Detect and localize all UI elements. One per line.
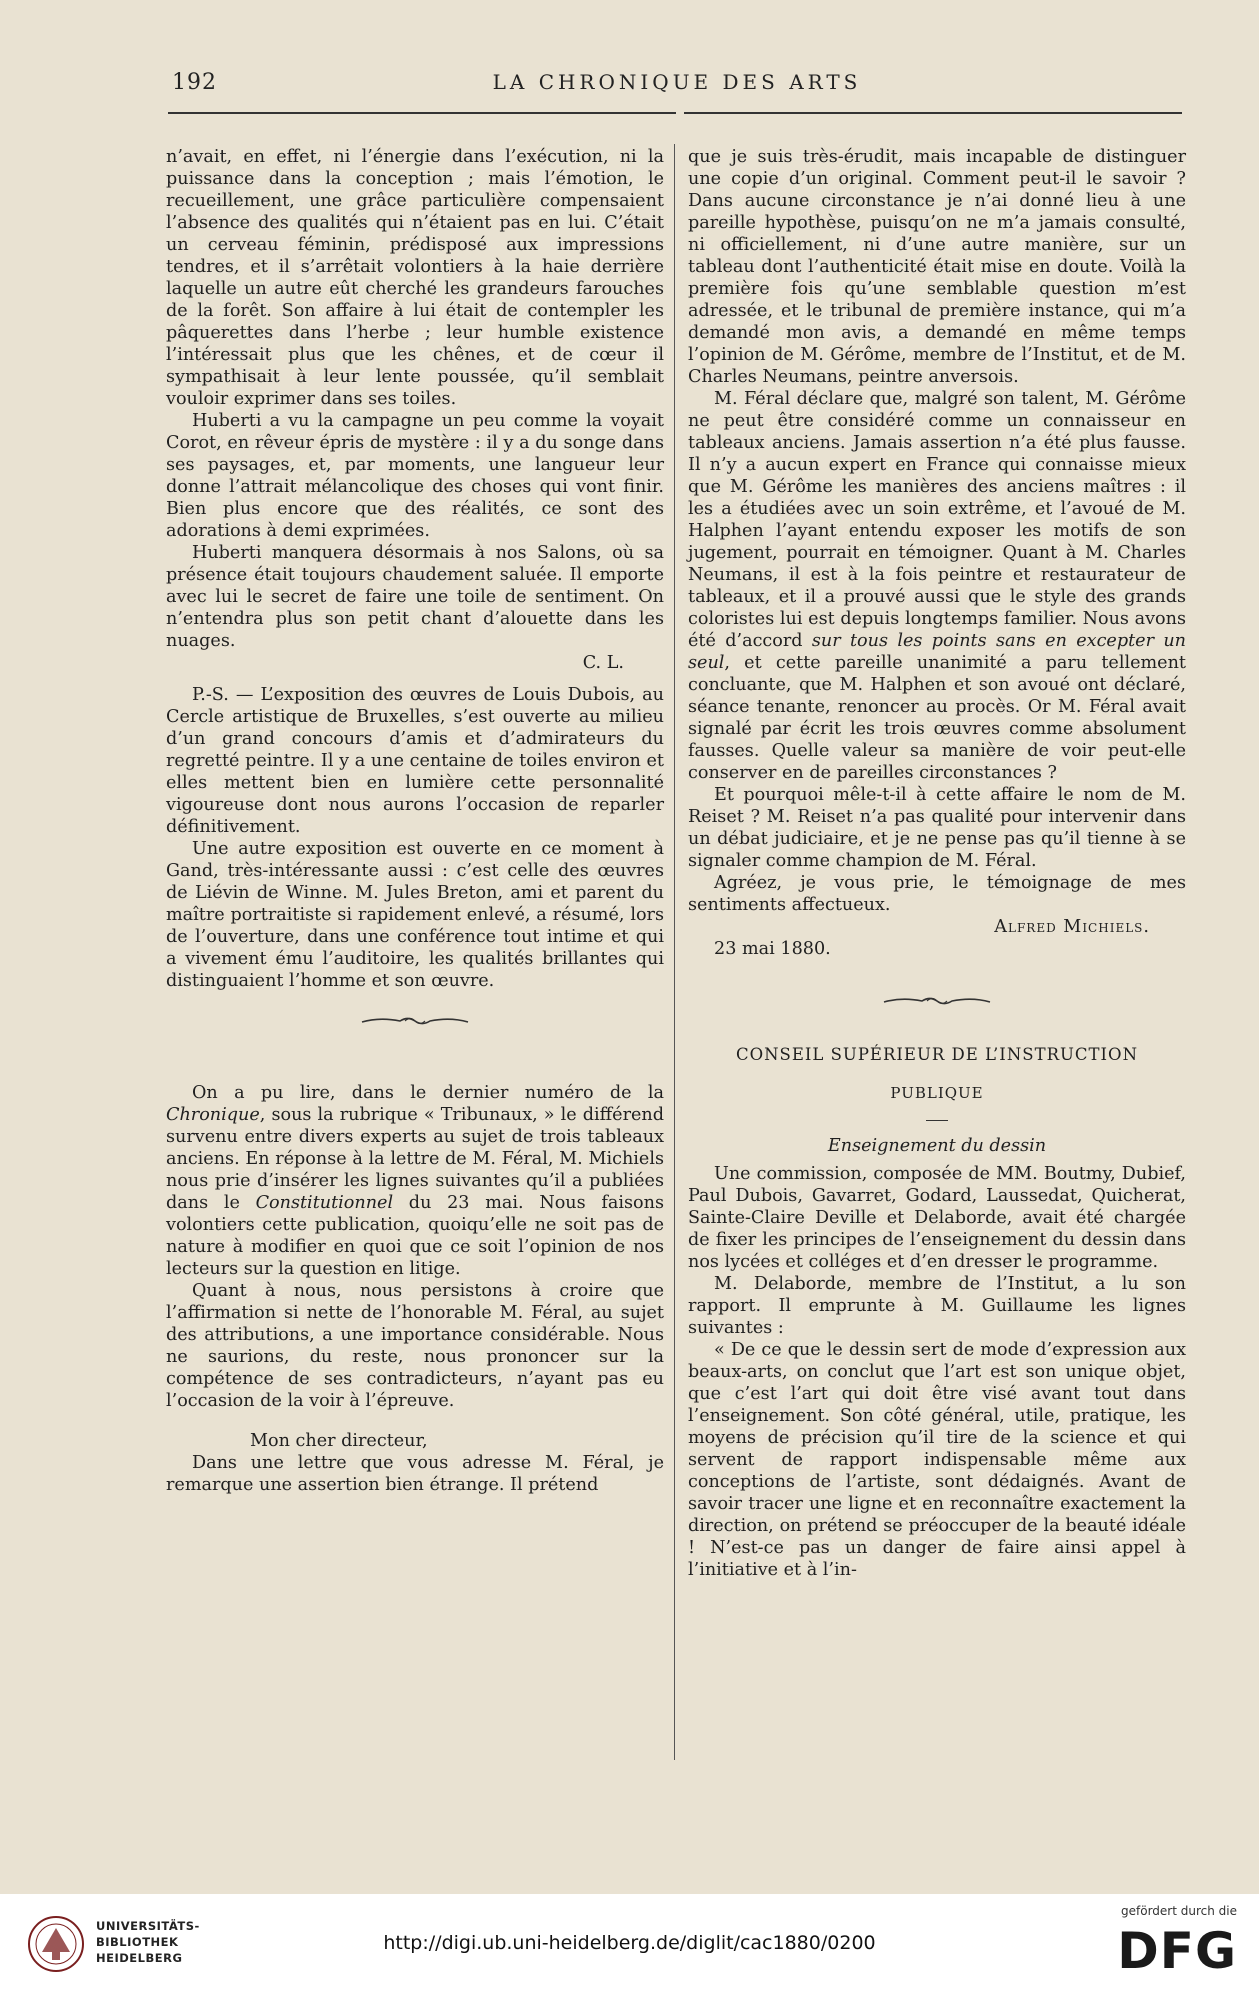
- paragraph: Huberti manquera désormais à nos Salons, où sa présence était toujours chaudement saluée. Il emporte avec lui le secret de faire une toile de sentiment. On n’entendra plus son petit chant d’alouette dans les nuages.: [166, 543, 664, 651]
- paragraph: Quant à nous, nous persistons à croire que l’affirmation si nette de l’honorable M. Féral, au sujet des attributions, a une importance considérable. Nous ne saurions, du reste, nous prononcer sur la compétence de ses contradicteurs, n’ayant pas eu l’occasion de la voir à l’épreuve.: [166, 1281, 664, 1411]
- spacer: [166, 1412, 664, 1430]
- ornament-icon: [166, 1014, 664, 1038]
- journal-title: Chronique: [166, 1105, 260, 1125]
- column-divider: [674, 144, 675, 1760]
- paragraph: P.-S. — L’exposition des œuvres de Louis Dubois, au Cercle artistique de Bruxelles, s’est ouverte au milieu d’un grand concours d’amis et d’admirateurs du regretté peintre. Il y a une centaine de toiles environ et elles mettent bien en lumière cette personnalité vigoureuse dont nous aurons l’occasion de reparler définitivement.: [166, 685, 664, 837]
- salutation: Mon cher directeur,: [250, 1431, 428, 1451]
- paragraph: Une commission, composée de MM. Boutmy, Dubief, Paul Dubois, Gavarret, Godard, Laussedat, Quicherat, Sainte-Claire Deville et Delaborde, avait été chargée de fixer les principes de l’enseignement du dessin dans nos lycées et colléges et d’en dresser le programme.: [688, 1164, 1186, 1272]
- running-header: [172, 70, 1182, 100]
- signature: C. L.: [582, 653, 624, 673]
- right-column: [688, 146, 1186, 1581]
- text-run: du 23 mai. Nous faisons volontiers cette publication, quoiqu’elle ne soit pas de nature à modifier en quoi que ce soit l’opinion de nos lecteurs sur la question en litige.: [166, 1193, 664, 1279]
- library-name-line: HEIDELBERG: [96, 1951, 183, 1965]
- text-run: , et cette pareille unanimité a paru tellement concluante, que M. Halphen et son avoué ont déclaré, séance tenante, renoncer au procès. Or M. Féral avait signalé par écrit les trois œuvres comme absolument fausses. Quelle valeur sa manière de voir peut-elle conserver en de pareilles circonstances ?: [688, 653, 1186, 783]
- spacer: [166, 674, 664, 684]
- paragraph: Et pourquoi mêle-t-il à cette affaire le nom de M. Reiset ? M. Reiset n’a pas qualité pour intervenir dans un débat judiciaire, et je ne pense pas qu’il tienne à se signaler comme champion de M. Féral.: [688, 785, 1186, 871]
- journal-title: Constitutionnel: [255, 1193, 394, 1213]
- paragraph: que je suis très-érudit, mais incapable de distinguer une copie d’un original. Comment peut-il le savoir ? Dans aucune circonstance je n’ai donné lieu à une pareille hypothèse, puisqu’on ne m’a jamais consulté, ni officiellement, ni d’une autre manière, sur un tableau dont l’authenticité était mise en doute. Voilà la première fois qu’une semblable question m’est adressée, et le tribunal de première instance, qui m’a demandé mon avis, a demandé en même temps l’opinion de M. Gérôme, membre de l’Institut, et de M. Charles Neumans, peintre anversois.: [688, 147, 1186, 387]
- paragraph: n’avait, en effet, ni l’énergie dans l’exécution, ni la puissance dans la conception ; mais l’émotion, le recueillement, une grâce particulière compensaient l’absence des qualités qui n’étaient pas en lui. C’était un cerveau féminin, prédisposé aux impressions tendres, et il s’arrêtait volontiers à la haie derrière laquelle un autre eût cherché les grandeurs farouches de la forêt. Son affaire à lui était de contempler les pâquerettes dans l’herbe ; leur humble existence l’intéressait plus que les chênes, et de cœur il sympathisait à leur lente poussée, qu’il semblait vouloir exprimer dans ses toiles.: [166, 147, 664, 409]
- page-number: 192: [172, 70, 217, 95]
- short-rule: [926, 1120, 948, 1121]
- paragraph: Huberti a vu la campagne un peu comme la voyait Corot, en rêveur épris de mystère : il y a du songe dans ses paysages, et, par moments, une langueur leur donne l’attrait mélancolique des choses qui vont finir. Bien plus encore que des réalités, ce sont des adorations à demi exprimées.: [166, 411, 664, 541]
- left-column: [166, 146, 664, 1496]
- section-title: CONSEIL SUPÉRIEUR DE L’INSTRUCTION: [735, 1045, 1139, 1064]
- ornament-icon: [688, 994, 1186, 1018]
- paragraph: [166, 1082, 664, 1280]
- paragraph: « De ce que le dessin sert de mode d’expression aux beaux-arts, on conclut que l’art est son unique objet, que c’est l’art qui doit être visé avant tout dans l’enseignement. Son côté général, utile, pratique, les moyens de précision qu’il tire de la science et qui servent de rapport indispensable même aux conceptions de l’artiste, sont dédaignés. Avant de savoir tracer une ligne et en reconnaître exactement la direction, on prétend se préoccuper de la beauté idéale ! N’est-ce pas un danger de faire ainsi appel à l’initiative et à l’in-: [688, 1340, 1186, 1580]
- viewer-footer: [0, 1894, 1259, 1994]
- text-run: On a pu lire, dans le dernier numéro de la: [192, 1083, 664, 1103]
- paragraph: M. Delaborde, membre de l’Institut, a lu son rapport. Il emprunte à M. Guillaume les lignes suivantes :: [688, 1274, 1186, 1338]
- section-subtitle: PUBLIQUE: [890, 1084, 984, 1102]
- header-rule-right: [684, 112, 1182, 114]
- text-run: , sous la rubrique « Tribunaux, » le différend survenu entre divers experts au sujet de trois tableaux anciens. En réponse à la lettre de M. Féral, M. Michiels nous prie d’insérer les lignes suivantes qu’il a publiées dans le: [166, 1105, 664, 1213]
- permalink-url[interactable]: http://digi.ub.uni-heidelberg.de/diglit/cac1880/0200: [383, 1932, 876, 1954]
- paragraph: [688, 388, 1186, 784]
- running-title: LA CHRONIQUE DES ARTS: [492, 70, 862, 94]
- dfg-logo: DFG: [1117, 1922, 1237, 1980]
- date: 23 mai 1880.: [714, 939, 831, 959]
- library-name-line: BIBLIOTHEK: [96, 1935, 179, 1949]
- text-run: M. Féral déclare que, malgré son talent, M. Gérôme ne peut être considéré comme un connaisseur en tableaux anciens. Jamais assertion n’a été plus fausse. Il n’y a aucun expert en France qui connaisse mieux que M. Gérôme les manières des anciens maîtres : il les a étudiées avec un soin extrême, et l’avoué de M. Halphen l’ayant entendu exposer les motifs de son jugement, pourrait en témoigner. Quant à M. Charles Neumans, il est à la fois peintre et restaurateur de tableaux, et il a prouvé aussi que le style des grands coloristes lui est depuis longtemps familier. Nous avons été d’accord: [688, 389, 1186, 651]
- paragraph: Agréez, je vous prie, le témoignage de mes sentiments affectueux.: [688, 873, 1186, 915]
- funding-caption: gefördert durch die: [1121, 1904, 1237, 1918]
- emphasis: sur tous les points sans en excepter un seul: [688, 631, 1186, 673]
- paragraph: Dans une lettre que vous adresse M. Féral, je remarque une assertion bien étrange. Il prétend: [166, 1453, 664, 1495]
- header-rule-left: [168, 112, 676, 114]
- library-name-line: UNIVERSITÄTS-: [96, 1919, 200, 1933]
- section-heading: Enseignement du dessin: [827, 1136, 1047, 1156]
- signature: Alfred Michiels.: [994, 917, 1150, 937]
- paragraph: Une autre exposition est ouverte en ce moment à Gand, très-intéressante aussi : c’est celle des œuvres de Liévin de Winne. M. Jules Breton, ami et parent du maître portraitiste si rapidement enlevé, a résumé, lors de l’ouverture, dans une conférence tout intime et qui a vivement ému l’auditoire, les qualités brillantes qui distinguaient l’homme et son œuvre.: [166, 839, 664, 991]
